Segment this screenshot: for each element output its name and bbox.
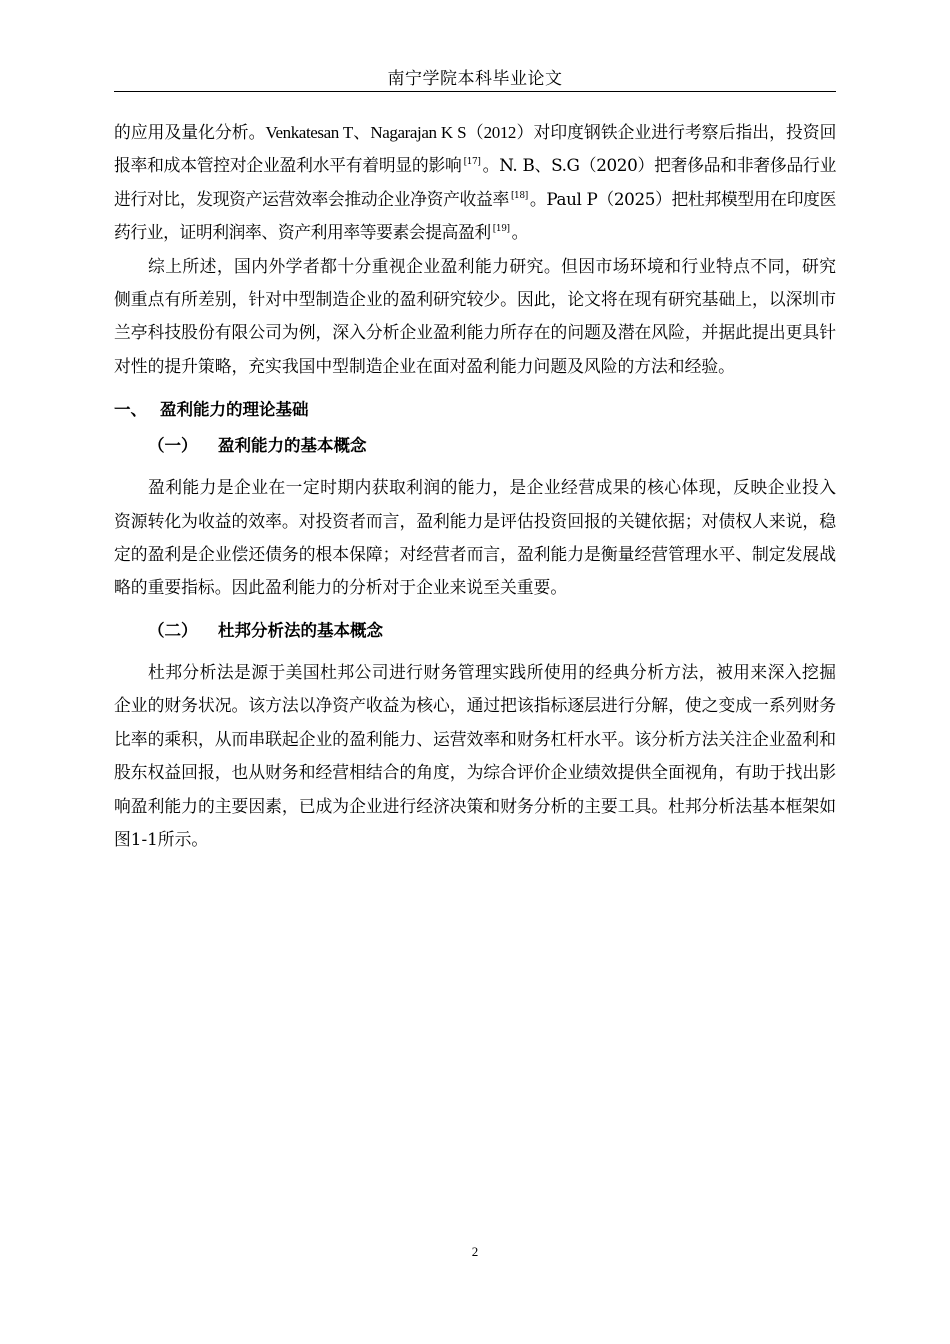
document-body [114, 116, 836, 856]
citation-18: [18] [510, 190, 528, 201]
paragraph-text: 对印度钢铁企业进行考察后指出，投资回报率和成本管控对企业盈利水平有着明显的影响 [114, 122, 836, 176]
paragraph-text: Venkatesan T、Nagarajan K S（2012） [265, 123, 534, 142]
subsection-heading-2 [148, 621, 836, 641]
paragraph-literature-foreign [114, 116, 836, 250]
section-number: 一、 [114, 400, 147, 420]
citation-19: [19] [492, 224, 510, 235]
citation-17: [17] [463, 157, 481, 168]
subsection-heading-1 [148, 436, 836, 456]
paragraph-text: 的应用及量化分析。 [114, 122, 266, 142]
paragraph-text: 。Paul P（2025）把杜邦模型用在印度医药行业，证明利润率、资产利用率等要素会提高盈利 [114, 188, 837, 243]
header-rule [114, 91, 836, 92]
paragraph-profitability-concept: 盈利能力是企业在一定时期内获取利润的能力，是企业经营成果的核心体现，反映企业投入资源转化为收益的效率。对投资者而言，盈利能力是评估投资回报的关键依据；对债权人来说，稳定的盈利是企业偿还债务的根本保障；对经营者而言，盈利能力是衡量经营管理水平、制定发展战略的重要指标。因此盈利能力的分析对于企业来说至关重要。 [114, 477, 836, 598]
page-number: 2 [471, 1244, 479, 1259]
paragraph-text: 。 [511, 222, 529, 243]
subsection-number: （一） [148, 436, 198, 456]
running-header: 南宁学院本科毕业论文 [387, 69, 563, 89]
section-heading-1 [114, 400, 836, 420]
section-title: 盈利能力的理论基础 [160, 400, 309, 420]
paragraph-text: 。N. B、S.G（2020）把奢侈品和非奢侈品行业进行对比，发现资产运营效率会推动企业净资产收益率 [114, 155, 836, 209]
subsection-title: 盈利能力的基本概念 [218, 436, 367, 456]
subsection-title: 杜邦分析法的基本概念 [218, 620, 383, 640]
paragraph-dupont-concept: 杜邦分析法是源于美国杜邦公司进行财务管理实践所使用的经典分析方法，被用来深入挖掘企业的财务状况。该方法以净资产收益为核心，通过把该指标逐层进行分解，使之变成一系列财务比率的乘积，从而串联起企业的盈利能力、运营效率和财务杠杆水平。该分析方法关注企业盈利和股东权益回报，也从财务和经营相结合的角度，为综合评价企业绩效提供全面视角，有助于找出影响盈利能力的主要因素，已成为企业进行经济决策和财务分析的主要工具。杜邦分析法基本框架如图1-1所示。 [114, 661, 836, 849]
subsection-number: （二） [148, 620, 198, 640]
paragraph-summary: 综上所述，国内外学者都十分重视企业盈利能力研究。但因市场环境和行业特点不同，研究侧重点有所差别，针对中型制造企业的盈利研究较少。因此，论文将在现有研究基础上，以深圳市兰亭科技股份有限公司为例，深入分析企业盈利能力所存在的问题及潜在风险，并据此提出更具针对性的提升策略，充实我国中型制造企业在面对盈利能力问题及风险的方法和经验。 [114, 255, 836, 376]
